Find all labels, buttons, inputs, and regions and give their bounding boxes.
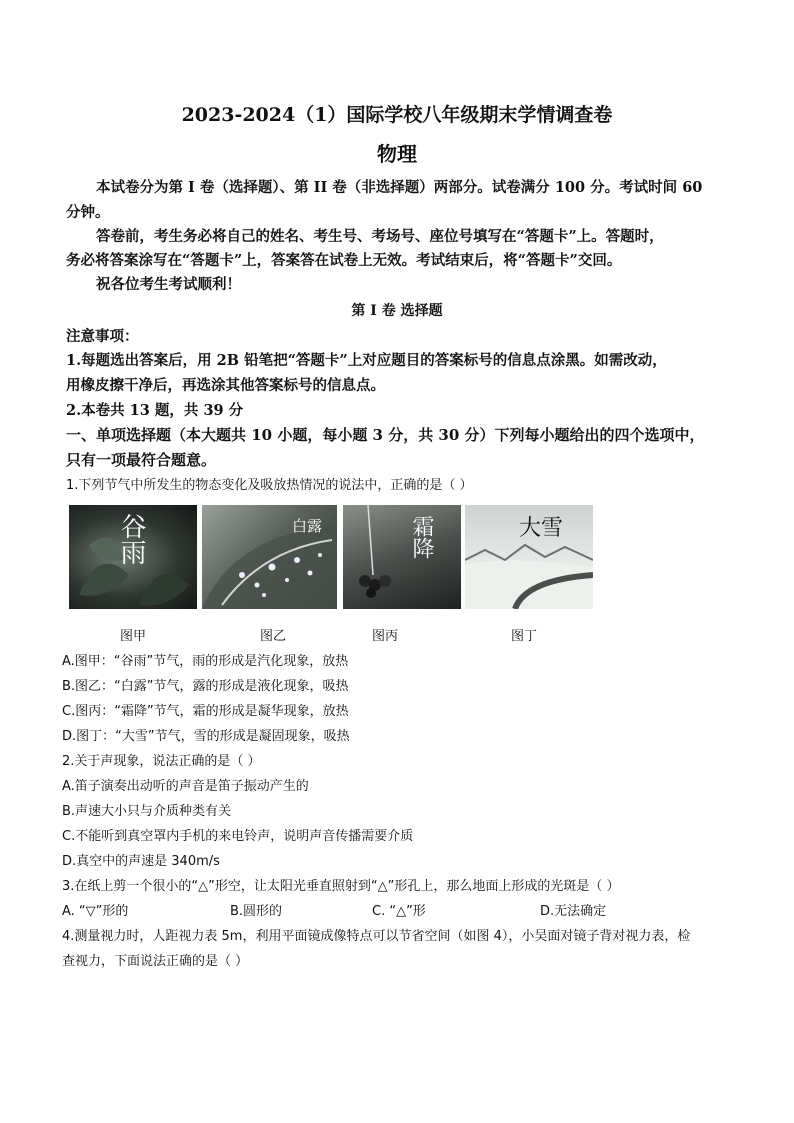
- daxue-image: [465, 505, 593, 609]
- part-heading: 一、单项选择题（本大题共 10 小题，每小题 3 分，共 30 分）下列每小题给出的四个选项中，: [66, 426, 705, 444]
- option: C.不能听到真空罩内手机的来电铃声，说明声音传播需要介质: [62, 829, 414, 844]
- image-caption: 图甲: [120, 629, 147, 644]
- option: B.声速大小只与介质种类有关: [62, 804, 232, 819]
- option: C.图丙：“霜降”节气，霜的形成是凝华现象，放热: [62, 704, 349, 719]
- shuangjiang-image: [343, 505, 461, 609]
- question-stem: 2.关于声现象，说法正确的是（ ）: [62, 754, 261, 769]
- part-heading: 只有一项最符合题意。: [66, 451, 217, 469]
- image-caption: 图乙: [260, 629, 287, 644]
- option: D.无法确定: [540, 904, 607, 919]
- section-heading: 第 I 卷 选择题: [351, 303, 443, 319]
- option: A.图甲：“谷雨”节气，雨的形成是汽化现象，放热: [62, 654, 349, 669]
- note-line: 用橡皮擦干净后，再选涂其他答案标号的信息点。: [66, 377, 385, 394]
- image-title: 白露: [292, 517, 323, 535]
- option: B.图乙：“白露”节气，露的形成是液化现象，吸热: [62, 679, 349, 694]
- intro-line: 务必将答案涂写在“答题卡”上，答案答在试卷上无效。考试结束后，将“答题卡”交回。: [66, 252, 622, 269]
- exam-title: 2023-2024（1）国际学校八年级期末学情调查卷: [181, 104, 613, 126]
- option: A.笛子演奏出动听的声音是笛子振动产生的: [62, 779, 309, 794]
- intro-line: 分钟。: [66, 204, 110, 221]
- note-line: 2.本卷共 13 题，共 39 分: [66, 402, 244, 419]
- option: D.真空中的声速是 340m/s: [62, 854, 220, 869]
- image-title: 霜降: [409, 515, 434, 559]
- image-caption: 图丙: [372, 629, 399, 644]
- image-title: 谷雨: [116, 513, 146, 565]
- guyu-image: [69, 505, 197, 609]
- question-stem: 查视力，下面说法正确的是（ ）: [62, 954, 249, 969]
- question-stem: 1.下列节气中所发生的物态变化及吸放热情况的说法中，正确的是（ ）: [66, 478, 473, 493]
- intro-line: 本试卷分为第 I 卷（选择题）、第 II 卷（非选择题）两部分。试卷满分 100 分。考试时间 60: [96, 179, 703, 196]
- question-stem: 4.测量视力时，人距视力表 5m，利用平面镜成像特点可以节省空间（如图 4），小吴面对镜子背对视力表，检: [62, 929, 691, 944]
- image-title: 大雪: [519, 516, 564, 541]
- note-line: 1.每题选出答案后，用 2B 铅笔把“答题卡”上对应题目的答案标号的信息点涂黑。如需改动，: [66, 352, 667, 369]
- subject-title: 物理: [377, 142, 417, 166]
- notes-title: 注意事项：: [66, 328, 139, 345]
- image-caption: 图丁: [511, 629, 538, 644]
- option: D.图丁：“大雪”节气，雪的形成是凝固现象，吸热: [62, 729, 350, 744]
- question-stem: 3.在纸上剪一个很小的“△”形空，让太阳光垂直照射到“△”形孔上，那么地面上形成的光斑是（ ）: [62, 879, 620, 894]
- intro-line: 答卷前，考生务必将自己的姓名、考生号、考场号、座位号填写在“答题卡”上。答题时，: [96, 228, 664, 245]
- bailu-image: [202, 505, 337, 609]
- option: B.圆形的: [230, 904, 283, 919]
- option: A. “▽”形的: [62, 904, 129, 919]
- intro-line: 祝各位考生考试顺利！: [96, 276, 241, 293]
- option: C. “△”形: [372, 904, 426, 919]
